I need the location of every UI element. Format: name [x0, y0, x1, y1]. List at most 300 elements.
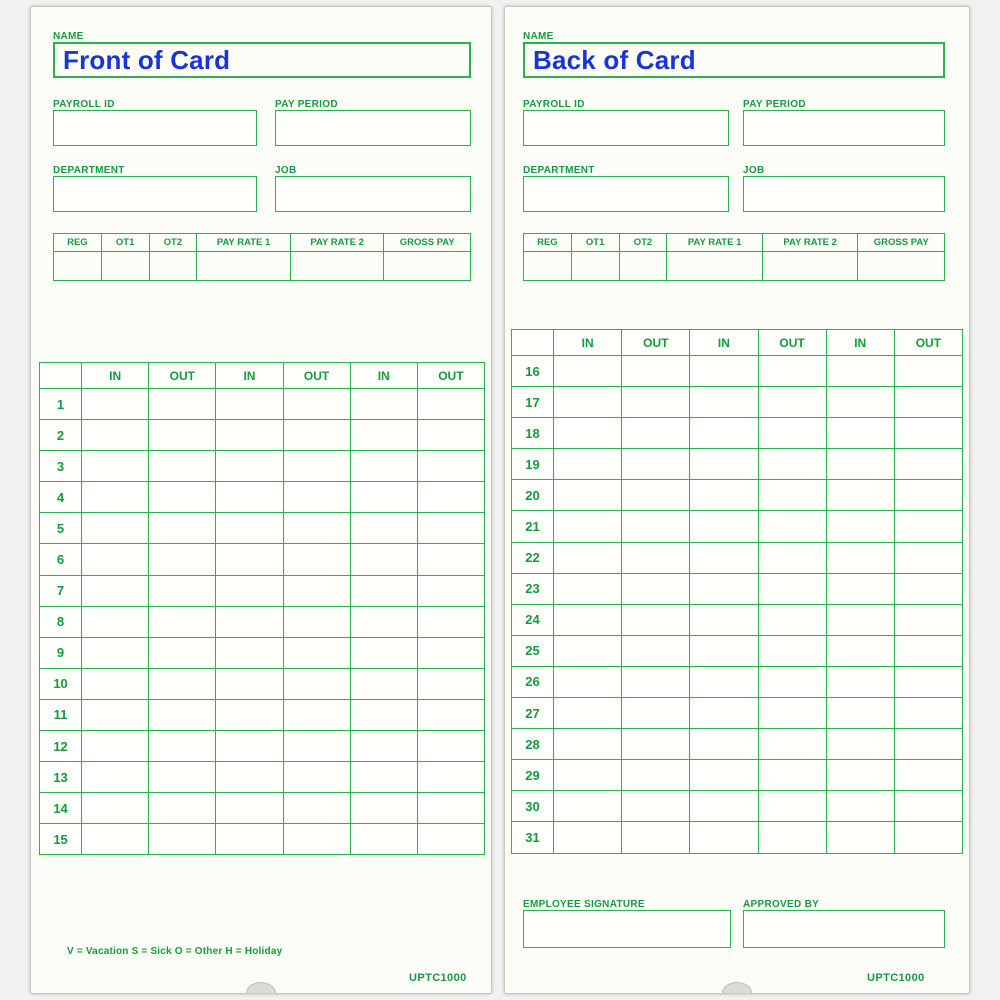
- table-row: [40, 824, 485, 855]
- back-grid-cell-23-5[interactable]: [894, 573, 962, 604]
- back-name-input[interactable]: [523, 42, 945, 78]
- back-pay-period-input[interactable]: [743, 110, 945, 146]
- front-grid-cell-14-1[interactable]: [149, 793, 216, 824]
- front-grid-header-1: OUT: [149, 363, 216, 389]
- front-grid-cell-8-0[interactable]: [82, 606, 149, 637]
- back-grid-cell-20-5[interactable]: [894, 480, 962, 511]
- back-grid-cell-29-3[interactable]: [758, 760, 826, 791]
- back-grid-cell-16-4[interactable]: [826, 356, 894, 387]
- front-grid-header-4: IN: [350, 363, 417, 389]
- back-grid-cell-30-1[interactable]: [622, 791, 690, 822]
- front-grid-header-5: OUT: [417, 363, 484, 389]
- back-grid-cell-17-2[interactable]: [690, 387, 758, 418]
- back-grid-cell-21-3[interactable]: [758, 511, 826, 542]
- back-grid-header-5: OUT: [894, 330, 962, 356]
- front-grid-cell-1-0[interactable]: [82, 389, 149, 420]
- front-grid-cell-1-4[interactable]: [350, 389, 417, 420]
- back-grid-cell-18-2[interactable]: [690, 418, 758, 449]
- back-pay-period-field: [743, 99, 945, 146]
- back-grid-cell-17-3[interactable]: [758, 387, 826, 418]
- back-grid-cell-19-2[interactable]: [690, 449, 758, 480]
- back-grid-cell-29-1[interactable]: [622, 760, 690, 791]
- table-row: [40, 731, 485, 762]
- back-grid-cell-31-1[interactable]: [622, 822, 690, 853]
- back-grid-cell-27-0[interactable]: [554, 698, 622, 729]
- employee-signature-input[interactable]: [523, 910, 731, 948]
- front-grid-cell-12-2[interactable]: [216, 731, 283, 762]
- back-grid-cell-30-3[interactable]: [758, 791, 826, 822]
- table-row: [40, 668, 485, 699]
- back-pay-value-ot2: [620, 252, 667, 280]
- front-grid-cell-15-2[interactable]: [216, 824, 283, 855]
- table-row: [512, 511, 963, 542]
- back-grid-cell-27-3[interactable]: [758, 698, 826, 729]
- back-grid-cell-21-0[interactable]: [554, 511, 622, 542]
- back-grid-cell-16-2[interactable]: [690, 356, 758, 387]
- front-grid-rownum-13: 13: [40, 762, 82, 793]
- front-grid-cell-3-2[interactable]: [216, 451, 283, 482]
- front-grid-cell-14-4[interactable]: [350, 793, 417, 824]
- back-payroll-id-input[interactable]: [523, 110, 729, 146]
- back-grid-cell-26-0[interactable]: [554, 666, 622, 697]
- front-grid-cell-12-1[interactable]: [149, 731, 216, 762]
- front-card-notch: [246, 982, 276, 994]
- front-pay-value-rate2: [291, 252, 384, 280]
- front-grid-cell-3-1[interactable]: [149, 451, 216, 482]
- back-grid-cell-19-1[interactable]: [622, 449, 690, 480]
- front-pay-header-reg: REG: [54, 234, 101, 252]
- front-grid-cell-7-0[interactable]: [82, 575, 149, 606]
- back-pay-cell-reg[interactable]: [524, 234, 572, 280]
- back-grid-cell-20-2[interactable]: [690, 480, 758, 511]
- back-grid-cell-18-5[interactable]: [894, 418, 962, 449]
- front-grid-cell-2-1[interactable]: [149, 420, 216, 451]
- back-grid-cell-28-4[interactable]: [826, 729, 894, 760]
- employee-signature-label: EMPLOYEE SIGNATURE: [523, 899, 645, 910]
- back-grid-cell-30-5[interactable]: [894, 791, 962, 822]
- front-name-field: [53, 31, 471, 78]
- front-department-field: [53, 165, 257, 212]
- back-pay-value-gross: [858, 252, 944, 280]
- back-grid-cell-21-1[interactable]: [622, 511, 690, 542]
- front-grid-cell-12-0[interactable]: [82, 731, 149, 762]
- front-grid-cell-8-4[interactable]: [350, 606, 417, 637]
- front-pay-cell-ot1[interactable]: [102, 234, 150, 280]
- back-pay-summary-table: [523, 233, 945, 281]
- front-grid-cell-4-2[interactable]: [216, 482, 283, 513]
- front-grid-cell-11-1[interactable]: [149, 699, 216, 730]
- back-grid-cell-19-5[interactable]: [894, 449, 962, 480]
- back-grid-cell-31-5[interactable]: [894, 822, 962, 853]
- back-grid-cell-21-2[interactable]: [690, 511, 758, 542]
- table-row: [512, 480, 963, 511]
- back-grid-cell-24-2[interactable]: [690, 604, 758, 635]
- front-grid-rownum-1: 1: [40, 389, 82, 420]
- front-grid-cell-9-4[interactable]: [350, 637, 417, 668]
- table-row: [40, 637, 485, 668]
- front-grid-cell-8-1[interactable]: [149, 606, 216, 637]
- back-grid-rownum-23: 23: [512, 573, 554, 604]
- back-grid-cell-24-5[interactable]: [894, 604, 962, 635]
- back-punch-grid[interactable]: [511, 329, 963, 854]
- front-grid-cell-6-5[interactable]: [417, 544, 484, 575]
- front-grid-cell-14-2[interactable]: [216, 793, 283, 824]
- back-grid-cell-22-3[interactable]: [758, 542, 826, 573]
- front-name-input[interactable]: [53, 42, 471, 78]
- front-grid-cell-12-4[interactable]: [350, 731, 417, 762]
- back-pay-header-ot2: OT2: [620, 234, 667, 252]
- back-grid-cell-28-2[interactable]: [690, 729, 758, 760]
- back-grid-cell-17-1[interactable]: [622, 387, 690, 418]
- front-pay-header-ot1: OT1: [102, 234, 149, 252]
- front-pay-cell-gross[interactable]: [384, 234, 470, 280]
- front-pay-cell-ot2[interactable]: [150, 234, 198, 280]
- front-pay-value-ot2: [150, 252, 197, 280]
- front-grid-cell-2-4[interactable]: [350, 420, 417, 451]
- front-grid-cell-1-1[interactable]: [149, 389, 216, 420]
- table-row: [40, 451, 485, 482]
- front-grid-cell-15-3[interactable]: [283, 824, 350, 855]
- back-grid-cell-25-4[interactable]: [826, 635, 894, 666]
- table-row: [40, 513, 485, 544]
- front-grid-cell-15-0[interactable]: [82, 824, 149, 855]
- table-row: [512, 604, 963, 635]
- back-department-input[interactable]: [523, 176, 729, 212]
- front-pay-value-rate1: [197, 252, 290, 280]
- front-grid-cell-11-5[interactable]: [417, 699, 484, 730]
- back-pay-cell-gross[interactable]: [858, 234, 944, 280]
- back-grid-cell-17-4[interactable]: [826, 387, 894, 418]
- table-row: [512, 760, 963, 791]
- back-grid-cell-28-5[interactable]: [894, 729, 962, 760]
- front-payroll-id-input[interactable]: [53, 110, 257, 146]
- back-grid-cell-28-0[interactable]: [554, 729, 622, 760]
- front-grid-cell-12-3[interactable]: [283, 731, 350, 762]
- front-grid-cell-3-4[interactable]: [350, 451, 417, 482]
- back-grid-cell-17-5[interactable]: [894, 387, 962, 418]
- back-grid-rownum-21: 21: [512, 511, 554, 542]
- front-grid-corner: [40, 363, 82, 389]
- front-grid-cell-12-5[interactable]: [417, 731, 484, 762]
- back-grid-cell-19-0[interactable]: [554, 449, 622, 480]
- table-row: [512, 418, 963, 449]
- back-grid-cell-25-1[interactable]: [622, 635, 690, 666]
- back-name-value: Back of Card: [533, 45, 696, 75]
- front-grid-cell-5-3[interactable]: [283, 513, 350, 544]
- front-grid-cell-13-0[interactable]: [82, 762, 149, 793]
- front-grid-cell-2-2[interactable]: [216, 420, 283, 451]
- front-department-label: DEPARTMENT: [53, 165, 125, 176]
- back-grid-cell-18-1[interactable]: [622, 418, 690, 449]
- front-grid-cell-15-5[interactable]: [417, 824, 484, 855]
- front-grid-cell-6-4[interactable]: [350, 544, 417, 575]
- front-grid-cell-14-3[interactable]: [283, 793, 350, 824]
- front-grid-cell-10-4[interactable]: [350, 668, 417, 699]
- back-payroll-id-label: PAYROLL ID: [523, 99, 585, 110]
- back-pay-cell-rate1[interactable]: [667, 234, 763, 280]
- front-grid-cell-13-4[interactable]: [350, 762, 417, 793]
- front-grid-cell-5-1[interactable]: [149, 513, 216, 544]
- front-grid-cell-9-5[interactable]: [417, 637, 484, 668]
- front-grid-cell-2-3[interactable]: [283, 420, 350, 451]
- table-row: [40, 389, 485, 420]
- back-grid-cell-31-4[interactable]: [826, 822, 894, 853]
- front-grid-cell-7-2[interactable]: [216, 575, 283, 606]
- front-grid-cell-11-3[interactable]: [283, 699, 350, 730]
- back-department-label: DEPARTMENT: [523, 165, 595, 176]
- back-grid-cell-16-1[interactable]: [622, 356, 690, 387]
- back-grid-cell-23-3[interactable]: [758, 573, 826, 604]
- back-grid-cell-23-1[interactable]: [622, 573, 690, 604]
- back-grid-header-0: IN: [554, 330, 622, 356]
- front-grid-cell-14-0[interactable]: [82, 793, 149, 824]
- front-grid-rownum-12: 12: [40, 731, 82, 762]
- back-pay-value-ot1: [572, 252, 619, 280]
- back-pay-cell-ot1[interactable]: [572, 234, 620, 280]
- front-grid-cell-8-5[interactable]: [417, 606, 484, 637]
- front-job-input[interactable]: [275, 176, 471, 212]
- front-form-code: UPTC1000: [409, 972, 467, 984]
- front-grid-cell-8-2[interactable]: [216, 606, 283, 637]
- back-grid-cell-23-4[interactable]: [826, 573, 894, 604]
- front-grid-cell-15-4[interactable]: [350, 824, 417, 855]
- front-grid-cell-4-4[interactable]: [350, 482, 417, 513]
- table-row: [40, 544, 485, 575]
- front-grid-cell-9-0[interactable]: [82, 637, 149, 668]
- front-grid-cell-11-0[interactable]: [82, 699, 149, 730]
- front-grid-header-2: IN: [216, 363, 283, 389]
- front-grid-cell-5-5[interactable]: [417, 513, 484, 544]
- front-grid-cell-15-1[interactable]: [149, 824, 216, 855]
- front-grid-cell-11-2[interactable]: [216, 699, 283, 730]
- front-grid-cell-2-0[interactable]: [82, 420, 149, 451]
- front-grid-cell-3-0[interactable]: [82, 451, 149, 482]
- front-grid-cell-7-5[interactable]: [417, 575, 484, 606]
- back-grid-cell-25-5[interactable]: [894, 635, 962, 666]
- front-grid-cell-4-0[interactable]: [82, 482, 149, 513]
- front-grid-rownum-11: 11: [40, 699, 82, 730]
- back-grid-cell-19-4[interactable]: [826, 449, 894, 480]
- front-legend: V = Vacation S = Sick O = Other H = Holiday: [67, 946, 283, 957]
- front-grid-cell-6-3[interactable]: [283, 544, 350, 575]
- back-grid-cell-26-3[interactable]: [758, 666, 826, 697]
- front-pay-cell-rate2[interactable]: [291, 234, 385, 280]
- front-grid-cell-7-1[interactable]: [149, 575, 216, 606]
- back-pay-header-gross: GROSS PAY: [858, 234, 944, 252]
- back-grid-cell-16-3[interactable]: [758, 356, 826, 387]
- back-pay-cell-ot2[interactable]: [620, 234, 668, 280]
- front-pay-value-ot1: [102, 252, 149, 280]
- front-grid-cell-11-4[interactable]: [350, 699, 417, 730]
- back-grid-cell-20-3[interactable]: [758, 480, 826, 511]
- back-grid-cell-18-0[interactable]: [554, 418, 622, 449]
- back-grid-cell-27-5[interactable]: [894, 698, 962, 729]
- front-grid-cell-6-1[interactable]: [149, 544, 216, 575]
- front-grid-cell-3-3[interactable]: [283, 451, 350, 482]
- front-grid-cell-10-2[interactable]: [216, 668, 283, 699]
- front-pay-value-reg: [54, 252, 101, 280]
- back-grid-cell-22-0[interactable]: [554, 542, 622, 573]
- back-grid-cell-22-5[interactable]: [894, 542, 962, 573]
- back-grid-cell-23-0[interactable]: [554, 573, 622, 604]
- front-grid-cell-5-2[interactable]: [216, 513, 283, 544]
- back-grid-cell-21-5[interactable]: [894, 511, 962, 542]
- front-grid-cell-2-5[interactable]: [417, 420, 484, 451]
- front-payroll-id-label: PAYROLL ID: [53, 99, 115, 110]
- back-pay-value-reg: [524, 252, 571, 280]
- front-grid-cell-4-3[interactable]: [283, 482, 350, 513]
- back-grid-cell-23-2[interactable]: [690, 573, 758, 604]
- front-grid-cell-5-4[interactable]: [350, 513, 417, 544]
- front-grid-cell-13-3[interactable]: [283, 762, 350, 793]
- back-grid-cell-26-5[interactable]: [894, 666, 962, 697]
- back-grid-cell-29-0[interactable]: [554, 760, 622, 791]
- back-grid-cell-26-4[interactable]: [826, 666, 894, 697]
- front-grid-cell-7-3[interactable]: [283, 575, 350, 606]
- table-row: [512, 449, 963, 480]
- front-grid-cell-9-3[interactable]: [283, 637, 350, 668]
- front-grid-cell-13-1[interactable]: [149, 762, 216, 793]
- front-pay-period-field: [275, 99, 471, 146]
- front-grid-cell-10-3[interactable]: [283, 668, 350, 699]
- back-job-label: JOB: [743, 165, 765, 176]
- back-grid-cell-22-1[interactable]: [622, 542, 690, 573]
- front-grid-cell-14-5[interactable]: [417, 793, 484, 824]
- back-grid-cell-22-4[interactable]: [826, 542, 894, 573]
- back-grid-cell-30-4[interactable]: [826, 791, 894, 822]
- back-grid-cell-24-3[interactable]: [758, 604, 826, 635]
- front-grid-cell-4-5[interactable]: [417, 482, 484, 513]
- back-grid-cell-30-0[interactable]: [554, 791, 622, 822]
- front-department-input[interactable]: [53, 176, 257, 212]
- front-grid-cell-10-5[interactable]: [417, 668, 484, 699]
- front-pay-period-input[interactable]: [275, 110, 471, 146]
- back-grid-cell-27-1[interactable]: [622, 698, 690, 729]
- table-row: [40, 699, 485, 730]
- back-grid-cell-31-2[interactable]: [690, 822, 758, 853]
- front-grid-cell-9-2[interactable]: [216, 637, 283, 668]
- back-grid-cell-27-2[interactable]: [690, 698, 758, 729]
- front-grid-rownum-15: 15: [40, 824, 82, 855]
- time-card-front: [30, 6, 492, 994]
- front-grid-cell-10-0[interactable]: [82, 668, 149, 699]
- back-grid-rownum-26: 26: [512, 666, 554, 697]
- back-grid-cell-29-2[interactable]: [690, 760, 758, 791]
- front-grid-cell-7-4[interactable]: [350, 575, 417, 606]
- front-grid-cell-13-2[interactable]: [216, 762, 283, 793]
- table-row: [512, 729, 963, 760]
- front-payroll-id-field: [53, 99, 257, 146]
- front-pay-period-label: PAY PERIOD: [275, 99, 338, 110]
- table-row: [40, 575, 485, 606]
- back-grid-cell-24-4[interactable]: [826, 604, 894, 635]
- back-grid-cell-20-1[interactable]: [622, 480, 690, 511]
- front-grid-cell-10-1[interactable]: [149, 668, 216, 699]
- back-grid-cell-25-3[interactable]: [758, 635, 826, 666]
- back-grid-cell-25-2[interactable]: [690, 635, 758, 666]
- back-grid-cell-18-3[interactable]: [758, 418, 826, 449]
- table-row: [40, 420, 485, 451]
- front-grid-cell-1-3[interactable]: [283, 389, 350, 420]
- front-grid-cell-6-0[interactable]: [82, 544, 149, 575]
- front-pay-cell-reg[interactable]: [54, 234, 102, 280]
- back-grid-cell-27-4[interactable]: [826, 698, 894, 729]
- front-grid-cell-8-3[interactable]: [283, 606, 350, 637]
- back-grid-cell-19-3[interactable]: [758, 449, 826, 480]
- table-row: [512, 573, 963, 604]
- front-grid-cell-1-2[interactable]: [216, 389, 283, 420]
- front-name-value: Front of Card: [63, 45, 231, 75]
- back-pay-header-rate2: PAY RATE 2: [763, 234, 858, 252]
- front-grid-cell-5-0[interactable]: [82, 513, 149, 544]
- employee-signature-field: [523, 899, 731, 948]
- back-pay-value-rate1: [667, 252, 762, 280]
- back-grid-cell-25-0[interactable]: [554, 635, 622, 666]
- front-grid-cell-9-1[interactable]: [149, 637, 216, 668]
- back-grid-cell-28-3[interactable]: [758, 729, 826, 760]
- back-grid-cell-16-5[interactable]: [894, 356, 962, 387]
- table-row: [512, 698, 963, 729]
- back-grid-cell-24-1[interactable]: [622, 604, 690, 635]
- front-grid-cell-13-5[interactable]: [417, 762, 484, 793]
- back-pay-cell-rate2[interactable]: [763, 234, 859, 280]
- front-punch-grid[interactable]: [39, 362, 485, 855]
- back-grid-cell-22-2[interactable]: [690, 542, 758, 573]
- front-grid-cell-6-2[interactable]: [216, 544, 283, 575]
- front-grid-rownum-2: 2: [40, 420, 82, 451]
- back-grid-cell-26-1[interactable]: [622, 666, 690, 697]
- back-grid-cell-16-0[interactable]: [554, 356, 622, 387]
- back-grid-cell-17-0[interactable]: [554, 387, 622, 418]
- back-grid-cell-31-3[interactable]: [758, 822, 826, 853]
- back-grid-cell-29-4[interactable]: [826, 760, 894, 791]
- table-row: [40, 762, 485, 793]
- back-grid-rownum-17: 17: [512, 387, 554, 418]
- back-grid-rownum-16: 16: [512, 356, 554, 387]
- front-pay-header-ot2: OT2: [150, 234, 197, 252]
- table-row: [512, 666, 963, 697]
- table-row: [512, 822, 963, 853]
- front-grid-rownum-9: 9: [40, 637, 82, 668]
- front-grid-cell-3-5[interactable]: [417, 451, 484, 482]
- back-grid-cell-30-2[interactable]: [690, 791, 758, 822]
- back-pay-header-reg: REG: [524, 234, 571, 252]
- back-grid-cell-20-0[interactable]: [554, 480, 622, 511]
- back-name-label: NAME: [523, 31, 554, 42]
- front-grid-rownum-10: 10: [40, 668, 82, 699]
- front-grid-header-3: OUT: [283, 363, 350, 389]
- front-grid-cell-4-1[interactable]: [149, 482, 216, 513]
- front-grid-rownum-4: 4: [40, 482, 82, 513]
- front-pay-cell-rate1[interactable]: [197, 234, 291, 280]
- back-name-field: [523, 31, 945, 78]
- back-grid-cell-24-0[interactable]: [554, 604, 622, 635]
- back-grid-cell-18-4[interactable]: [826, 418, 894, 449]
- back-grid-cell-26-2[interactable]: [690, 666, 758, 697]
- back-grid-cell-20-4[interactable]: [826, 480, 894, 511]
- back-grid-cell-28-1[interactable]: [622, 729, 690, 760]
- back-payroll-id-field: [523, 99, 729, 146]
- approved-by-input[interactable]: [743, 910, 945, 948]
- back-grid-header-2: IN: [690, 330, 758, 356]
- back-grid-cell-29-5[interactable]: [894, 760, 962, 791]
- front-grid-cell-1-5[interactable]: [417, 389, 484, 420]
- front-pay-header-gross: GROSS PAY: [384, 234, 470, 252]
- back-grid-cell-21-4[interactable]: [826, 511, 894, 542]
- back-job-input[interactable]: [743, 176, 945, 212]
- back-grid-rownum-22: 22: [512, 542, 554, 573]
- back-grid-cell-31-0[interactable]: [554, 822, 622, 853]
